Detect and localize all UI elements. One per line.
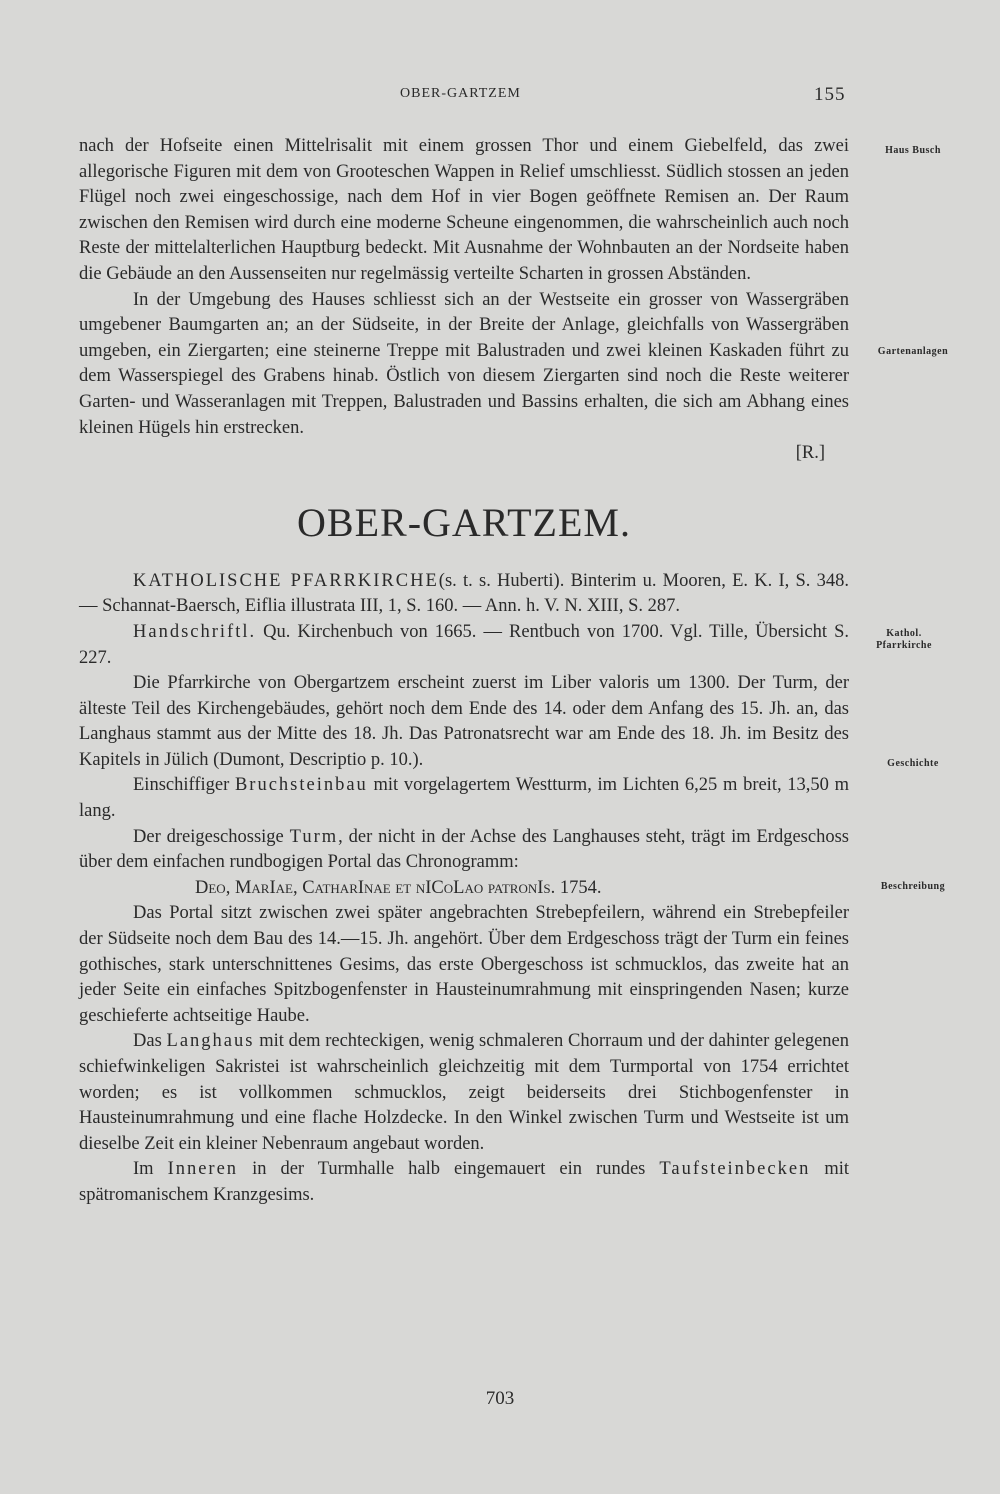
signature-number: 703	[485, 1388, 515, 1409]
paragraph-handschriftliche-quellen	[79, 620, 849, 671]
text-fragment: Im	[133, 1159, 168, 1180]
paragraph-portal: Das Portal sitzt zwischen zwei später angebrachten Strebepfeilern, während ein Strebepfeiler der Südseite noch dem Bau des 14.—15. Jh. angehört. Über dem Erdgeschoss trägt der Turm ein feines gothisches, stark unterschnittenes Gesims, das erste Obergeschoss ist schmucklos, das zweite hat an jeder Seite ein einfaches Spitzbogenfenster in Hausteinumrahmung mit einspringenden Nasen; kurze geschieferte achtseitige Haube.	[79, 903, 849, 1026]
margin-note-kathol-pfarrkirche: Kathol. Pfarrkirche	[876, 628, 932, 651]
paragraph-turm	[79, 825, 849, 876]
term-langhaus: Langhaus	[166, 1031, 255, 1052]
margin-note-haus-busch: Haus Busch	[885, 145, 941, 156]
paragraph-geschichte: Die Pfarrkirche von Obergartzem erscheint zuerst im Liber valoris um 1300. Der Turm, der älteste Teil des Kirchengebäudes, gehört noch dem Ende des 14. oder dem Anfang des 15. Jh. an, das Langhaus stammt aus der Mitte des 18. Jh. Das Patronatsrecht war am Ende des 18. Jh. im Besitz des Kapitels in Jülich (Dumont, Descriptio p. 10.).	[79, 673, 849, 770]
body-text	[79, 134, 849, 1209]
paragraph-pfarrkirche-literature	[79, 569, 849, 620]
text-fragment: Einschiffiger	[133, 775, 235, 796]
margin-note-geschichte: Geschichte	[887, 758, 939, 769]
text-fragment: mit dem rechteckigen, wenig schmaleren Chorraum und der dahinter gelegenen schiefwinkeligen Sakristei ist wahrscheinlich gleichzeitig mit dem Turmportal von 1754 errichtet worden; es ist vollkommen schmucklos, zeigt beiderseits drei Stichbogenfenster in Hausteinumrahmung und eine flache Holzdecke. In den Winkel zwischen Turm und Westseite ist um dieselbe Zeit ein kleiner Nebenraum angebaut worden.	[79, 1031, 849, 1154]
page-number: 155	[814, 84, 846, 105]
paragraph-gartenanlagen: In der Umgebung des Hauses schliesst sich an der Westseite ein grosser von Wassergräben umgebener Baumgarten an; an der Südseite, in der Breite der Anlage, gleichfalls von Wassergräben umgeben, ein Ziergarten; eine steinerne Treppe mit Balustraden und zwei kleinen Kaskaden führt zu dem Wasserspiegel des Grabens hinab. Östlich von diesem Ziergarten sind noch die Reste weiterer Garten- und Wasseranlagen mit Treppen, Balustraden und Bassins erhalten, die sich am Abhang eines kleinen Hügels hin erstrecken.	[79, 289, 849, 438]
term-taufsteinbecken: Taufsteinbecken	[659, 1159, 811, 1180]
paragraph-beschreibung	[79, 773, 849, 824]
text-fragment: Der dreigeschossige	[133, 826, 290, 847]
heading-handschriftl: Handschriftl.	[133, 621, 257, 642]
paragraph-inneres	[79, 1157, 849, 1208]
heading-katholische-pfarrkirche: KATHOLISCHE PFARRKIRCHE	[133, 570, 439, 591]
text-fragment: in der Turmhalle halb eingemauert ein rundes	[238, 1159, 660, 1180]
running-head-title: OBER-GARTZEM	[400, 86, 521, 101]
paragraph-haus-busch: nach der Hofseite einen Mittelrisalit mit einem grossen Thor und einem Giebelfeld, das zwei allegorische Figuren mit dem von Grooteschen Wappen in Relief umschliesst. Südlich stossen an jeden Flügel noch zwei eingeschossige, nach dem Hof in vier Bogen geöffnete Remisen an. Der Raum zwischen den Remisen wird durch eine moderne Scheune eingenommen, die wahrscheinlich auch noch Reste der mittelalterlichen Hauptburg bedeckt. Mit Ausnahme der Wohnbauten an der Nordseite haben die Gebäude an den Aussenseiten nur regelmässig verteilte Scharten in grossen Abständen.	[79, 136, 849, 284]
literature-references: (s. t. s. Huberti). Binterim u. Mooren, E. K. I, S. 348. — Schannat-Baersch, Eiflia illustrata III, 1, S. 160. — Ann. h. V. N. XIII, S. 287.	[79, 570, 850, 617]
sources-text: Qu. Kirchenbuch von 1665. — Rentbuch von 1700. Vgl. Tille, Übersicht S. 227.	[79, 621, 849, 668]
text-fragment: mit vorgelagertem Westturm, im Lichten 6,25 m breit, 13,50 m lang.	[79, 775, 849, 822]
term-turm: Turm	[289, 826, 339, 847]
text-fragment: mit spätromanischem Kranzgesims.	[79, 1159, 849, 1205]
author-sign: [R.]	[795, 443, 825, 464]
text-fragment: Das	[133, 1031, 167, 1052]
margin-note-beschreibung: Beschreibung	[880, 881, 946, 892]
section-title: OBER-GARTZEM.	[297, 499, 631, 545]
term-inneren: Inneren	[167, 1159, 239, 1180]
margin-note-gartenanlagen: Gartenanlagen	[877, 346, 949, 357]
chronogram: Deo, MarIae, CatharInae et nICoLao patronIs. 1754.	[195, 877, 602, 898]
text-fragment: , der nicht in der Achse des Langhauses steht, trägt im Erdgeschoss über dem einfachen rundbogigen Portal das Chronogramm:	[79, 826, 849, 873]
term-bruchsteinbau: Bruchsteinbau	[234, 775, 368, 796]
running-head	[0, 84, 1000, 108]
paragraph-langhaus	[79, 1029, 849, 1157]
